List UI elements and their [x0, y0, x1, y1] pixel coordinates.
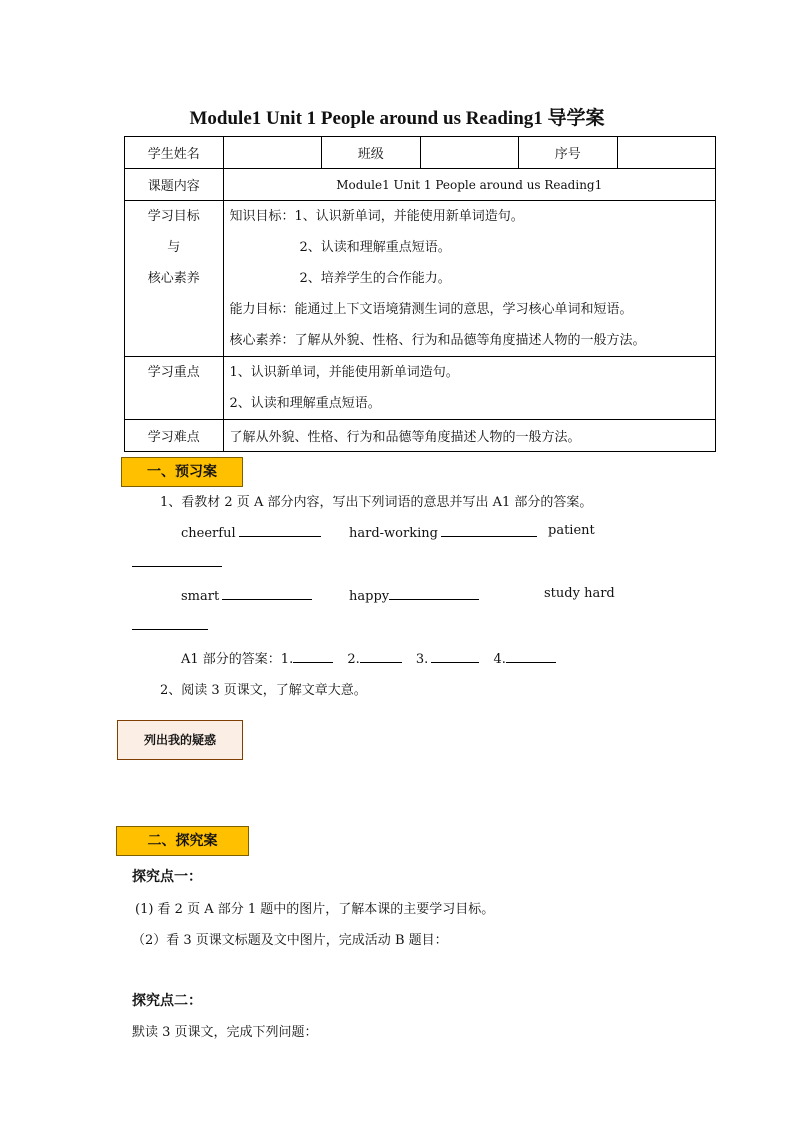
- table-row: [125, 420, 716, 452]
- goals-label-line: 学习目标: [147, 209, 200, 224]
- class-field[interactable]: [420, 137, 519, 169]
- word-label: hard-working: [349, 526, 438, 541]
- inquiry-point-1: 探究点一：: [132, 869, 202, 885]
- point1-question-1: (1) 看 2 页 A 部分 1 题中的图片，了解本课的主要学习目标。: [135, 902, 495, 917]
- goal-line: 2、培养学生的合作能力。: [299, 271, 451, 286]
- difficulty-value: 了解从外貌、性格、行为和品德等角度描述人物的一般方法。: [223, 420, 716, 452]
- goals-label-line: 核心素养: [147, 271, 200, 286]
- goal-line: 知识目标：1、认识新单词，并能使用新单词造句。: [229, 209, 524, 224]
- table-row: [125, 169, 716, 201]
- answer-blank[interactable]: [132, 629, 208, 630]
- answer-blank[interactable]: [132, 566, 222, 567]
- goals-label-line: 与: [167, 240, 181, 255]
- answer-blank[interactable]: [389, 586, 479, 600]
- number-label: 序号: [519, 137, 618, 169]
- word-label: cheerful: [181, 526, 236, 541]
- a1-item: 3.: [415, 652, 429, 667]
- difficulty-label: 学习难点: [125, 420, 224, 452]
- word-label: study hard: [544, 586, 615, 601]
- a1-answers: [181, 648, 556, 667]
- answer-blank[interactable]: [239, 523, 321, 537]
- page-title: Module1 Unit 1 People around us Reading1 导学案: [189, 108, 605, 129]
- number-field[interactable]: [617, 137, 716, 169]
- key-line: 1、认识新单词，并能使用新单词造句。: [229, 365, 459, 380]
- word-label: smart: [181, 589, 220, 604]
- a1-item: 2.: [347, 652, 360, 667]
- answer-blank[interactable]: [431, 649, 479, 663]
- inquiry-point-2: 探究点二：: [132, 993, 202, 1009]
- a1-item: 1.: [280, 652, 294, 667]
- doubt-box: 列出我的疑惑: [117, 720, 243, 760]
- answer-blank[interactable]: [441, 523, 537, 537]
- point2-question: 默读 3 页课文，完成下列问题：: [132, 1025, 318, 1040]
- word-item: [349, 523, 537, 541]
- answer-blank[interactable]: [222, 586, 312, 600]
- word-item: [349, 586, 479, 604]
- word-item: [181, 523, 321, 541]
- class-label: 班级: [322, 137, 421, 169]
- word-label: happy: [349, 589, 390, 604]
- student-name-label: 学生姓名: [125, 137, 224, 169]
- goal-line: 2、认读和理解重点短语。: [299, 240, 451, 255]
- q2-text: 2、阅读 3 页课文，了解文章大意。: [160, 683, 367, 698]
- topic-label: 课题内容: [125, 169, 224, 201]
- key-label-text: 学习重点: [147, 365, 200, 380]
- section1-header: 一、预习案: [121, 457, 243, 487]
- student-name-field[interactable]: [223, 137, 322, 169]
- table-row: [125, 201, 716, 357]
- answer-blank[interactable]: [293, 649, 333, 663]
- point1-question-2: （2）看 3 页课文标题及文中图片，完成活动 B 题目：: [132, 933, 448, 948]
- a1-item: 4.: [493, 652, 506, 667]
- answer-blank[interactable]: [360, 649, 402, 663]
- goals-content: [223, 201, 716, 357]
- table-row: [125, 137, 716, 169]
- a1-label: A1 部分的答案：: [181, 652, 281, 667]
- goal-line: 能力目标：能通过上下文语境猜测生词的意思，学习核心单词和短语。: [229, 302, 633, 317]
- word-label: patient: [548, 523, 595, 538]
- key-line: 2、认读和理解重点短语。: [229, 396, 381, 411]
- info-table: [124, 136, 716, 452]
- key-content: [223, 357, 716, 420]
- key-label: [125, 357, 224, 420]
- topic-value: Module1 Unit 1 People around us Reading1: [223, 169, 716, 201]
- answer-blank[interactable]: [506, 649, 556, 663]
- q1-text: 1、看教材 2 页 A 部分内容，写出下列词语的意思并写出 A1 部分的答案。: [160, 495, 593, 510]
- goal-line: 核心素养：了解从外貌、性格、行为和品德等角度描述人物的一般方法。: [229, 333, 646, 348]
- word-item: [181, 586, 312, 604]
- goals-label: [125, 201, 224, 357]
- table-row: [125, 357, 716, 420]
- section2-header: 二、探究案: [116, 826, 249, 856]
